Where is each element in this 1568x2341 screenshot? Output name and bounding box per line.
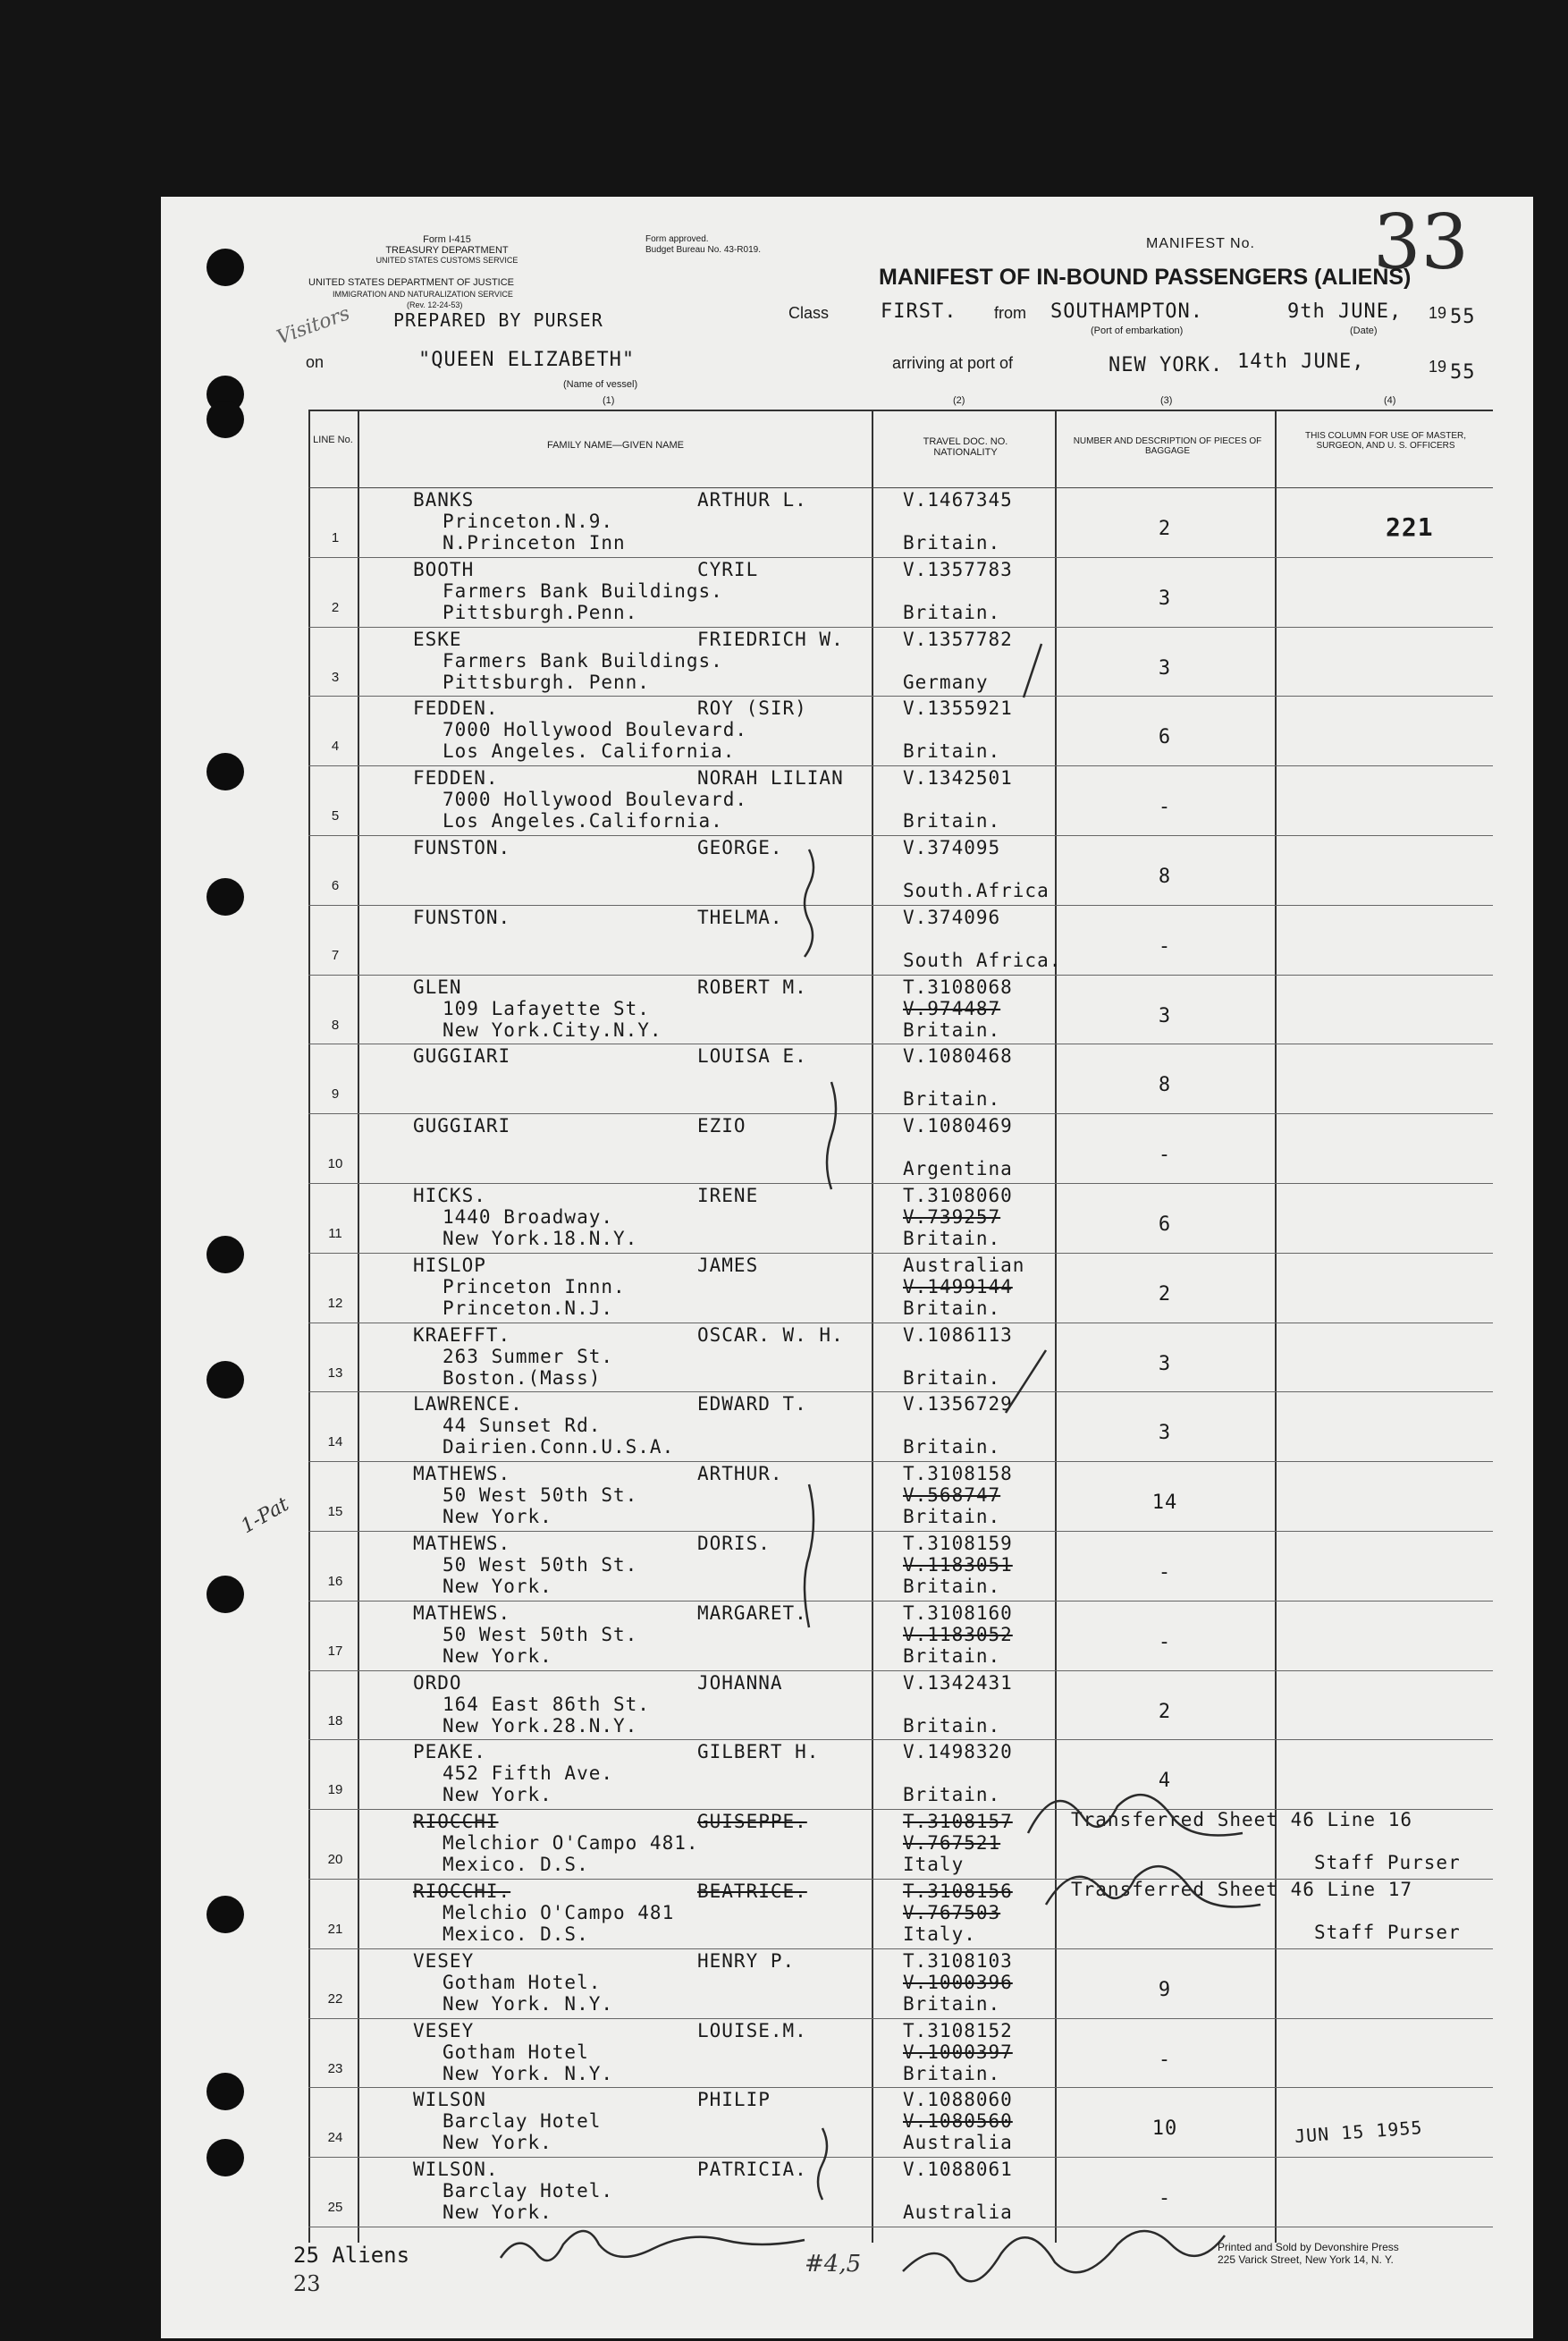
baggage-count: 3 (1158, 1005, 1172, 1027)
signature-scrawl (501, 2231, 805, 2261)
travel-doc-number: V.1357783 (903, 559, 1013, 580)
nationality: Britain. (903, 1228, 1001, 1249)
family-name: WILSON. (413, 2159, 499, 2180)
baggage-count: - (1158, 1561, 1172, 1584)
family-name: RIOCCHI (413, 1811, 499, 1832)
baggage-count: - (1158, 2187, 1172, 2210)
address-line-1: Farmers Bank Buildings. (443, 580, 723, 602)
address-line-2: Dairien.Conn.U.S.A. (443, 1436, 675, 1458)
nationality: Britain. (903, 1088, 1001, 1110)
from-label: from (994, 304, 1026, 322)
family-name: GLEN (413, 976, 462, 998)
travel-doc-number: V.1086113 (903, 1324, 1013, 1346)
nationality: Australia (903, 2202, 1013, 2223)
address-line-2: Los Angeles.California. (443, 810, 723, 832)
line-number: 19 (327, 1782, 343, 1797)
baggage-count: 14 (1151, 1492, 1178, 1514)
line-number: 12 (327, 1296, 343, 1311)
family-name: LAWRENCE. (413, 1393, 523, 1415)
travel-doc-number: V.1088060 (903, 2089, 1013, 2110)
address-line-1: 263 Summer St. (443, 1346, 614, 1367)
address-line-2: New York.18.N.Y. (443, 1228, 638, 1249)
vessel-caption: (Name of vessel) (563, 379, 638, 390)
address-line-2: New York. (443, 2132, 552, 2153)
superseded-doc-number: V.1183052 (903, 1624, 1013, 1645)
address-line-2: Mexico. D.S. (443, 1923, 589, 1945)
travel-doc-number: T.3108158 (903, 1463, 1013, 1484)
travel-doc-number: T.3108060 (903, 1185, 1013, 1206)
address-line-1: 164 East 86th St. (443, 1694, 650, 1715)
family-name: FEDDEN. (413, 697, 499, 719)
family-name: FUNSTON. (413, 907, 511, 928)
line-number: 14 (327, 1434, 343, 1449)
address-line-1: Gotham Hotel (443, 2041, 589, 2063)
family-bracket (827, 1082, 836, 1189)
given-name: BEATRICE. (697, 1880, 807, 1902)
line-number: 17 (327, 1644, 343, 1659)
family-bracket (805, 849, 814, 957)
given-name: DORIS. (697, 1533, 771, 1554)
address-line-2: New York.28.N.Y. (443, 1715, 638, 1737)
address-line-2: Princeton.N.J. (443, 1297, 614, 1319)
year-prefix: 19 (1429, 304, 1447, 322)
address-line-1: 7000 Hollywood Boulevard. (443, 789, 748, 810)
class-value: FIRST. (881, 300, 957, 323)
travel-doc-number: V.1080469 (903, 1115, 1013, 1137)
check-mark (1006, 1350, 1046, 1413)
baggage-count: 3 (1158, 1353, 1172, 1375)
date-stamp: JUN 15 1955 (1294, 2117, 1424, 2147)
baggage-count: 9 (1158, 1979, 1172, 2001)
nationality: Britain. (903, 1367, 1001, 1389)
family-name: FUNSTON. (413, 837, 511, 858)
travel-doc-number: V.1356729 (903, 1393, 1013, 1415)
nationality: Britain. (903, 1715, 1001, 1737)
family-name: KRAEFFT. (413, 1324, 511, 1346)
address-line-2: Boston.(Mass) (443, 1367, 602, 1389)
address-line-1: Barclay Hotel (443, 2110, 602, 2132)
address-line-2: New York.City.N.Y. (443, 1019, 662, 1041)
baggage-count: - (1158, 796, 1172, 818)
nationality: Britain. (903, 602, 1001, 623)
family-name: MATHEWS. (413, 1602, 511, 1624)
baggage-count: 3 (1158, 1422, 1172, 1444)
travel-doc-number: T.3108068 (903, 976, 1013, 998)
col-number-4: (4) (1384, 395, 1396, 406)
superseded-doc-number: V.767503 (903, 1902, 1001, 1923)
given-name: FRIEDRICH W. (697, 629, 844, 650)
budget-bureau: Budget Bureau No. 43-R019. (645, 245, 761, 255)
family-name: ORDO (413, 1672, 462, 1694)
address-line-2: N.Princeton Inn (443, 532, 626, 554)
nationality: Britain. (903, 1993, 1001, 2015)
embarkation-year: 55 (1450, 306, 1476, 328)
line-number: 16 (327, 1574, 343, 1589)
superseded-doc-number: V.1000396 (903, 1972, 1013, 1993)
port-of-arrival: NEW YORK. (1109, 354, 1224, 376)
given-name: JOHANNA (697, 1672, 783, 1694)
given-name: PHILIP (697, 2089, 771, 2110)
family-name: HICKS. (413, 1185, 486, 1206)
customs-label: UNITED STATES CUSTOMS SERVICE (375, 256, 518, 265)
given-name: JAMES (697, 1255, 759, 1276)
line-number: 2 (331, 600, 340, 615)
purser-signature (1046, 1866, 1260, 1906)
given-name: CYRIL (697, 559, 759, 580)
given-name: EZIO (697, 1115, 746, 1137)
address-line-2: New York. (443, 1784, 552, 1805)
travel-doc-header: TRAVEL DOC. NO. NATIONALITY (923, 436, 1008, 458)
line-number: 23 (327, 2061, 343, 2076)
nationality: Britain. (903, 532, 1001, 554)
nationality: Britain. (903, 1784, 1001, 1805)
arrival-year: 55 (1450, 361, 1476, 384)
address-line-1: Melchior O'Campo 481. (443, 1832, 699, 1854)
on-label: on (306, 353, 325, 371)
line-number: 6 (331, 878, 340, 893)
line-number: 25 (327, 2200, 343, 2215)
family-name: VESEY (413, 2020, 475, 2041)
embarkation-date: 9th JUNE, (1287, 300, 1403, 323)
family-name: GUGGIARI (413, 1045, 511, 1067)
line-number: 5 (331, 808, 340, 824)
address-line-1: 452 Fifth Ave. (443, 1762, 614, 1784)
purser-signature (1028, 1795, 1243, 1835)
line-number: 13 (327, 1365, 343, 1381)
col-number-2: (2) (953, 395, 965, 406)
address-line-1: 109 Lafayette St. (443, 998, 650, 1019)
travel-doc-number: T.3108157 (903, 1811, 1013, 1832)
superseded-doc-number: V.974487 (903, 998, 1001, 1019)
baggage-count: 2 (1158, 1701, 1172, 1723)
ins-label: IMMIGRATION AND NATURALIZATION SERVICE (333, 290, 513, 299)
officers-header: THIS COLUMN FOR USE OF MASTER, SURGEON, AND U. S. OFFICERS (1304, 431, 1466, 451)
superseded-doc-number: V.1499144 (903, 1276, 1013, 1297)
address-line-1: Barclay Hotel. (443, 2180, 614, 2202)
nationality: South Africa. (903, 950, 1062, 971)
address-line-1: 50 West 50th St. (443, 1624, 638, 1645)
family-name: VESEY (413, 1950, 475, 1972)
baggage-count: 6 (1158, 1213, 1172, 1236)
nationality: Italy (903, 1854, 965, 1875)
address-line-2: New York. N.Y. (443, 2063, 614, 2084)
address-line-1: 7000 Hollywood Boulevard. (443, 719, 748, 740)
name-header: FAMILY NAME—GIVEN NAME (546, 440, 684, 451)
baggage-count: - (1158, 1631, 1172, 1653)
nationality: South.Africa (903, 880, 1050, 901)
given-name: GILBERT H. (697, 1741, 820, 1762)
col-number-1: (1) (603, 395, 615, 406)
address-line-1: Gotham Hotel. (443, 1972, 602, 1993)
nationality: Britain. (903, 1436, 1001, 1458)
staff-purser-note: Staff Purser (1314, 1922, 1461, 1943)
given-name: GEORGE. (697, 837, 783, 858)
form-number: Form I-415 (423, 234, 471, 245)
signature-scrawl (903, 2231, 1225, 2281)
address-line-1: 50 West 50th St. (443, 1554, 638, 1576)
family-name: BOOTH (413, 559, 475, 580)
baggage-count: 2 (1158, 1283, 1172, 1306)
family-bracket (805, 1484, 814, 1627)
address-line-2: Pittsburgh. Penn. (443, 672, 650, 693)
superseded-doc-number: V.1080560 (903, 2110, 1013, 2132)
arriving-label: arriving at port of (892, 354, 1014, 372)
family-name: ESKE (413, 629, 462, 650)
address-line-2: New York. (443, 2202, 552, 2223)
family-name: WILSON (413, 2089, 486, 2110)
baggage-count: 8 (1158, 866, 1172, 888)
travel-doc-number: V.374096 (903, 907, 1001, 928)
address-line-1: 50 West 50th St. (443, 1484, 638, 1506)
given-name: PATRICIA. (697, 2159, 807, 2180)
baggage-count: 2 (1158, 518, 1172, 540)
arrival-date: 14th JUNE, (1237, 351, 1365, 373)
treasury-label: TREASURY DEPARTMENT (385, 245, 509, 256)
address-line-1: Princeton.N.9. (443, 511, 614, 532)
given-name: EDWARD T. (697, 1393, 807, 1415)
form-approved: Form approved. (645, 234, 709, 244)
line-number: 7 (331, 948, 340, 963)
baggage-count: 3 (1158, 587, 1172, 610)
travel-doc-number: V.1355921 (903, 697, 1013, 719)
address-line-2: Mexico. D.S. (443, 1854, 589, 1875)
nationality: Britain. (903, 1576, 1001, 1597)
year-prefix-2: 19 (1429, 358, 1447, 376)
nationality: Britain. (903, 1645, 1001, 1667)
family-name: RIOCCHI. (413, 1880, 511, 1902)
line-number: 11 (328, 1226, 342, 1241)
address-line-2: New York. (443, 1576, 552, 1597)
line-number: 24 (327, 2130, 343, 2145)
family-name: GUGGIARI (413, 1115, 511, 1137)
family-name: HISLOP (413, 1255, 486, 1276)
check-mark (1024, 644, 1041, 697)
nationality: Italy. (903, 1923, 976, 1945)
superseded-doc-number: V.739257 (903, 1206, 1001, 1228)
nationality: Argentina (903, 1158, 1013, 1179)
travel-doc-number: V.1357782 (903, 629, 1013, 650)
transfer-note: Transferred Sheet 46 Line 16 (1071, 1809, 1413, 1830)
travel-doc-number: T.3108160 (903, 1602, 1013, 1624)
travel-doc-number: T.3108103 (903, 1950, 1013, 1972)
line-number: 1 (331, 530, 340, 545)
travel-doc-number: V.1342501 (903, 767, 1013, 789)
given-name: ARTHUR L. (697, 489, 807, 511)
family-name: BANKS (413, 489, 475, 511)
prepared-by: PREPARED BY PURSER (393, 309, 603, 331)
manifest-number: 33 (1373, 199, 1469, 286)
family-name: PEAKE. (413, 1741, 486, 1762)
svg-text:Visitors: Visitors (274, 302, 353, 350)
class-label: Class (788, 304, 830, 322)
line-number: 18 (327, 1713, 343, 1728)
nationality: Britain. (903, 810, 1001, 832)
line-number: 15 (327, 1504, 343, 1519)
baggage-count: 6 (1158, 726, 1172, 748)
officer-note: 221 (1386, 512, 1434, 542)
handwritten-count: 23 (293, 2271, 321, 2296)
travel-doc-number: T.3108152 (903, 2020, 1013, 2041)
address-line-1: 44 Sunset Rd. (443, 1415, 602, 1436)
given-name: THELMA. (697, 907, 783, 928)
given-name: GUISEPPE. (697, 1811, 807, 1832)
family-bracket (818, 2128, 827, 2200)
justice-label: UNITED STATES DEPARTMENT OF JUSTICE (308, 277, 515, 288)
superseded-doc-number: V.568747 (903, 1484, 1001, 1506)
vessel-name: "QUEEN ELIZABETH" (418, 349, 636, 371)
nationality: Germany (903, 672, 989, 693)
svg-text:#4,5: #4,5 (805, 2251, 862, 2278)
baggage-count: 10 (1151, 2117, 1178, 2140)
given-name: IRENE (697, 1185, 759, 1206)
given-name: ARTHUR. (697, 1463, 783, 1484)
line-number: 8 (331, 1018, 340, 1033)
port-embarkation-caption: (Port of embarkation) (1091, 325, 1184, 336)
address-line-2: New York. (443, 1645, 552, 1667)
line-no-header: LINE No. (313, 435, 353, 445)
nationality: Britain. (903, 2063, 1001, 2084)
given-name: HENRY P. (697, 1950, 796, 1972)
family-name: FEDDEN. (413, 767, 499, 789)
family-name: MATHEWS. (413, 1533, 511, 1554)
baggage-count: - (1158, 2049, 1172, 2071)
address-line-2: New York. N.Y. (443, 1993, 614, 2015)
address-line-1: Melchio O'Campo 481 (443, 1902, 675, 1923)
baggage-count: - (1158, 1144, 1172, 1166)
baggage-header: NUMBER AND DESCRIPTION OF PIECES OF BAGGAGE (1073, 436, 1262, 456)
given-name: LOUISA E. (697, 1045, 807, 1067)
date-caption: (Date) (1350, 325, 1378, 336)
nationality: Britain. (903, 1506, 1001, 1527)
baggage-count: 8 (1158, 1074, 1172, 1096)
manifest-no-label: MANIFEST No. (1146, 236, 1255, 251)
staff-purser-note: Staff Purser (1314, 1852, 1461, 1873)
nationality: Britain. (903, 1297, 1001, 1319)
address-line-1: Farmers Bank Buildings. (443, 650, 723, 672)
travel-doc-number: T.3108156 (903, 1880, 1013, 1902)
address-line-2: New York. (443, 1506, 552, 1527)
address-line-2: Pittsburgh.Penn. (443, 602, 638, 623)
travel-doc-number: V.1467345 (903, 489, 1013, 511)
svg-text:1-Pat: 1-Pat (237, 1492, 293, 1539)
line-number: 10 (327, 1156, 343, 1171)
col-number-3: (3) (1160, 395, 1173, 406)
nationality: Australia (903, 2132, 1013, 2153)
address-line-2: Los Angeles. California. (443, 740, 736, 762)
given-name: OSCAR. W. H. (697, 1324, 844, 1346)
line-number: 21 (327, 1922, 343, 1937)
line-number: 22 (327, 1991, 343, 2007)
port-of-embarkation: SOUTHAMPTON. (1050, 300, 1203, 323)
given-name: LOUISE.M. (697, 2020, 807, 2041)
transfer-note: Transferred Sheet 46 Line 17 (1071, 1879, 1413, 1900)
address-line-1: 1440 Broadway. (443, 1206, 614, 1228)
line-number: 20 (327, 1852, 343, 1867)
nationality: Britain. (903, 1019, 1001, 1041)
given-name: MARGARET. (697, 1602, 807, 1624)
given-name: ROBERT M. (697, 976, 807, 998)
travel-doc-number: V.1342431 (903, 1672, 1013, 1694)
printer-line-1: Printed and Sold by Devonshire Press (1218, 2241, 1399, 2253)
travel-doc-number: V.374095 (903, 837, 1001, 858)
rev-label: (Rev. 12-24-53) (407, 300, 463, 309)
travel-doc-number: V.1088061 (903, 2159, 1013, 2180)
line-number: 9 (331, 1086, 340, 1102)
baggage-count: 3 (1158, 657, 1172, 680)
nationality: Britain. (903, 740, 1001, 762)
superseded-doc-number: V.767521 (903, 1832, 1001, 1854)
family-name: MATHEWS. (413, 1463, 511, 1484)
travel-doc-number: Australian (903, 1255, 1025, 1276)
line-number: 4 (331, 739, 340, 754)
aliens-count: 25 Aliens (293, 2243, 410, 2268)
baggage-count: - (1158, 935, 1172, 958)
document-title: MANIFEST OF IN-BOUND PASSENGERS (ALIENS) (879, 265, 1412, 290)
superseded-doc-number: V.1183051 (903, 1554, 1013, 1576)
superseded-doc-number: V.1000397 (903, 2041, 1013, 2063)
given-name: ROY (SIR) (697, 697, 807, 719)
line-number: 3 (331, 670, 340, 685)
travel-doc-number: T.3108159 (903, 1533, 1013, 1554)
baggage-count: 4 (1158, 1770, 1172, 1792)
travel-doc-number: V.1498320 (903, 1741, 1013, 1762)
address-line-1: Princeton Innn. (443, 1276, 626, 1297)
travel-doc-number: V.1080468 (903, 1045, 1013, 1067)
printer-line-2: 225 Varick Street, New York 14, N. Y. (1218, 2253, 1394, 2266)
given-name: NORAH LILIAN (697, 767, 844, 789)
